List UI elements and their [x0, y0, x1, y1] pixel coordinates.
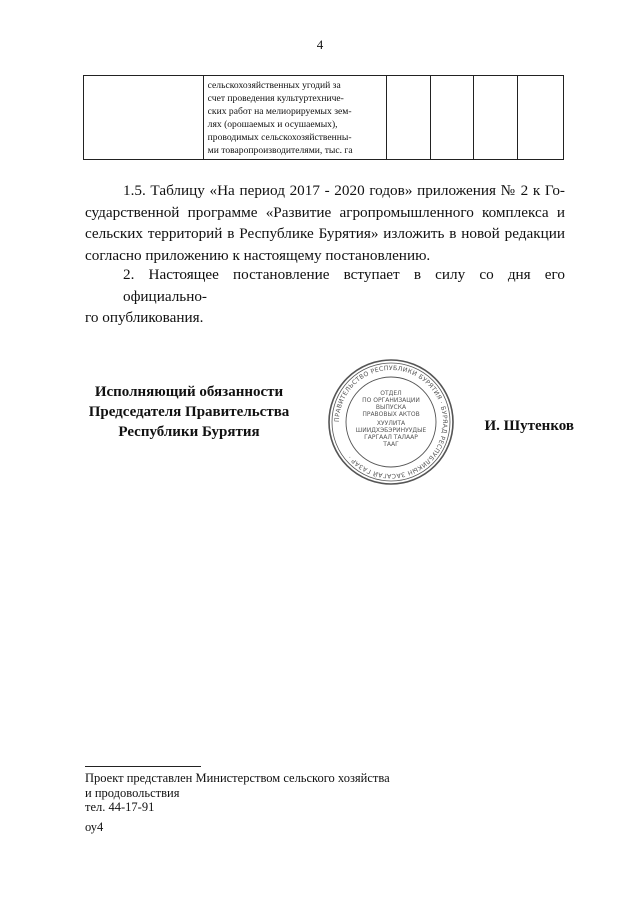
seal-center-line: ХУУЛИТА: [376, 420, 406, 427]
seal-ring-text: ПРАВИТЕЛЬСТВО РЕСПУБЛИКИ БУРЯТИЯ · БУРЯАД РЕСПУБЛИКЫН ЗАСАГАЙ ГАЗАР ·: [333, 364, 449, 480]
description-line: ских работ на мелиорируемых зем-: [207, 106, 352, 117]
seal-center-line: ПО ОРГАНИЗАЦИИ: [362, 397, 420, 404]
signatory-title-line: Председателя Правительства: [88, 404, 290, 420]
seal-center-line: ТААГ: [383, 441, 399, 448]
seal-center-line: ШИИДХЭБЭРИНУУДЫЕ: [355, 427, 427, 434]
seal-center-line: ОТДЕЛ: [380, 390, 402, 397]
table-cell-empty: [430, 76, 474, 160]
table-cell-description: [203, 76, 386, 160]
signatory-title-line: Исполняющий обязанности: [94, 384, 284, 400]
description-line: проводимых сельскохозяйственны-: [207, 132, 352, 143]
description-line: сельскохозяйственных угодий за: [207, 80, 341, 91]
table-cell-empty: [84, 76, 204, 160]
paragraph-line: сельских территорий в Республике Бурятия» изложить в новой редакции: [85, 225, 565, 242]
description-line: ми товаропроизводителями, тыс. га: [207, 145, 353, 156]
paragraph-line: 2. Настоящее постановление вступает в силу со дня его официально-: [123, 266, 565, 305]
footnote-line: Проект представлен Министерством сельского хозяйства: [85, 771, 390, 785]
paragraph-2: [85, 264, 565, 329]
table-cell-empty: [474, 76, 518, 160]
official-seal: [326, 357, 456, 487]
paragraph-line: го опубликования.: [85, 309, 204, 326]
seal-center-line: ГАРГААЛ ТАЛААР: [364, 434, 418, 441]
table-cell-empty: [386, 76, 430, 160]
data-table: [83, 75, 564, 160]
footnote: [85, 771, 390, 815]
paragraph-line: согласно приложению к настоящему постановлению.: [85, 246, 431, 264]
seal-center-line: ПРАВОВЫХ АКТОВ: [362, 411, 420, 418]
document-code: оу4: [85, 820, 104, 834]
footnote-line: тел. 44-17-91: [85, 800, 155, 814]
seal-center-line: ВЫПУСКА: [375, 404, 407, 411]
paragraph-line: 1.5. Таблицу «На период 2017 - 2020 годов» приложения № 2 к Го-: [123, 182, 565, 199]
footnote-divider: [85, 766, 201, 767]
signatory-title: [84, 382, 294, 442]
table-row: [84, 76, 564, 160]
paragraph-1-5: [85, 180, 565, 266]
table-cell-empty: [518, 76, 564, 160]
description-line: лях (орошаемых и осушаемых),: [207, 119, 338, 130]
description-line: счет проведения культуртехниче-: [207, 93, 344, 104]
footnote-line: и продовольствия: [85, 785, 180, 800]
paragraph-line: сударственной программе «Развитие агропромышленного комплекса и: [85, 203, 565, 221]
signatory-title-line: Республики Бурятия: [118, 424, 260, 440]
page-number: 4: [316, 37, 324, 52]
signatory-name: И. Шутенков: [484, 418, 574, 434]
